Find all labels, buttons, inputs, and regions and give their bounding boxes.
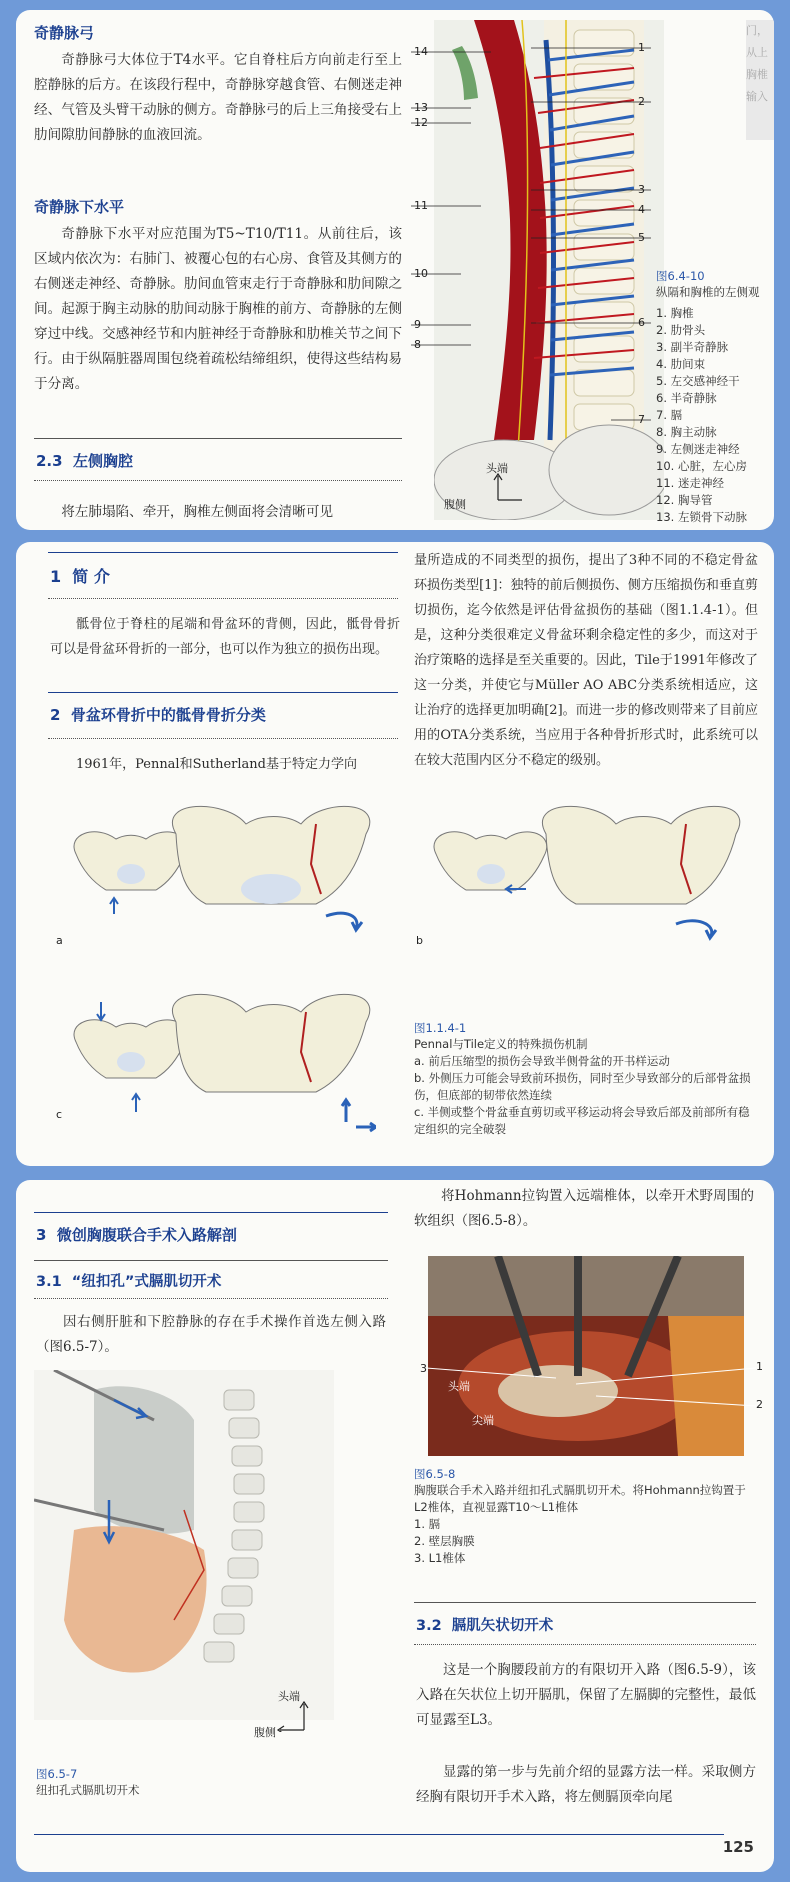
photo-orientation-head: 头端 (448, 1380, 470, 1393)
figure-caption (414, 1020, 758, 1138)
subsection-heading-sagittal (416, 1614, 553, 1635)
legend-item: 5. 左交感神经干 (656, 374, 740, 388)
callout-13: 13 (414, 101, 428, 114)
section-dotted-rule (34, 1298, 388, 1299)
page-number: 125 (722, 1838, 754, 1856)
page-panel-azygos (16, 10, 774, 530)
section-title: 骨盆环骨折中的骶骨骨折分类 (70, 706, 266, 724)
figure-caption-text: 纽扣孔式膈肌切开术 (36, 1783, 140, 1797)
section-rule (34, 1260, 388, 1261)
orientation-arrows (486, 472, 526, 502)
leader-lines (411, 20, 671, 520)
figure-caption-text: 胸腹联合手术入路并纽扣孔式膈肌切开术。将Hohmann拉钩置于L2椎体，直视显露T10～L1椎体 (414, 1483, 746, 1514)
callout-14: 14 (414, 45, 428, 58)
section-body-infra-azygos: 奇静脉下水平对应范围为T5~T10/T11。从前往后，该区域内依次为：右肺门、被覆心包的右心房、食管及其侧方的右侧迷走神经、奇静脉。肋间血管束走行于奇静脉和肋间隙之间。起源于胸主动脉的肋间动脉于胸椎的前方、奇静脉的左侧穿过中线。交感神经节和内脏神经于奇静脉和肋椎关节之间下行。由于纵隔脏器周围包绕着疏松结缔组织，使得这些结构易于分离。 (34, 226, 402, 392)
legend-item: 6. 半奇静脉 (656, 391, 717, 405)
photo-callout-1: 1 (756, 1360, 763, 1373)
section-rule (48, 692, 398, 693)
section-body-intro: 骶骨位于脊柱的尾端和骨盆环的背侧，因此，骶骨骨折可以是骨盆环骨折的一部分，也可以作为独立的损伤出现。 (50, 617, 400, 657)
subsection-number: 3.2 (416, 1618, 442, 1634)
section-dotted-rule (48, 598, 398, 599)
section-heading-infra-azygos: 奇静脉下水平 (34, 198, 125, 216)
callout-4: 4 (638, 203, 645, 216)
legend-item: 9. 左侧迷走神经 (656, 442, 740, 456)
figure-number: 图6.5-8 (414, 1467, 456, 1481)
subsection-body-buttonhole: 因右侧肝脏和下腔静脉的存在手术操作首选左侧入路（图6.5-7）。 (36, 1314, 386, 1355)
section-dotted-rule (34, 480, 402, 481)
caption-item: a. 前后压缩型的损伤会导致半侧骨盆的开书样运动 (414, 1054, 670, 1068)
edge-text: 门，从上 (746, 24, 768, 59)
orientation-arrows (276, 1700, 316, 1732)
legend-item: 1. 膈 (414, 1517, 441, 1531)
footer-rule (34, 1834, 724, 1835)
subsection-heading-buttonhole (36, 1270, 221, 1291)
page-panel-sacral (16, 542, 774, 1166)
figure-legend (656, 268, 772, 526)
callout-11: 11 (414, 199, 428, 212)
right-column-body: 量所造成的不同类型的损伤，提出了3种不同的不稳定骨盆环损伤类型[1]：独特的前后侧损伤、侧方压缩损伤和垂直剪切损伤，迄今依然是评估骨盆损伤的基础（图1.1.4-1）。但是，这种分类很难定义骨盆环剩余稳定性的多少，而这对于治疗策略的选择是至关重要的。因此，Tile于1991年修改了这一分类，并使它与Müller AO ABC分类系统相适应，这让治疗的选择更加明确[2]。而进一步的修改则带来了目前应用的OTA分类系统，当应用于各种骨折形式时，此系统可以在较大范围内区分不稳定的级别。 (414, 553, 758, 768)
photo-leader-lines (416, 1256, 766, 1456)
section-body-classification: 1961年，Pennal和Sutherland基于特定力学向 (76, 757, 357, 772)
section-dotted-rule (48, 738, 398, 739)
section-body-left-thorax: 将左肺塌陷、牵开，胸椎左侧面将会清晰可见 (61, 504, 334, 520)
subsection-body-sagittal-2: 显露的第一步与先前介绍的显露方法一样。采取侧方经胸有限切开手术入路，将左侧膈顶牵向尾 (416, 1764, 756, 1805)
callout-5: 5 (638, 231, 645, 244)
orientation-head-label: 头端 (278, 1690, 300, 1703)
figure-caption-6-5-8 (414, 1466, 756, 1567)
section-dotted-rule (414, 1644, 756, 1645)
callout-3: 3 (638, 183, 645, 196)
legend-item: 2. 壁层胸膜 (414, 1534, 475, 1548)
callout-9: 9 (414, 318, 421, 331)
pelvis-illustration-b (416, 804, 746, 954)
callout-10: 10 (414, 267, 428, 280)
facing-page-edge (746, 20, 774, 140)
legend-item: 8. 胸主动脉 (656, 425, 717, 439)
section-rule (414, 1602, 756, 1603)
section-number: 2.3 (36, 452, 63, 470)
photo-callout-2: 2 (756, 1398, 763, 1411)
section-title: 微创胸腹联合手术入路解剖 (56, 1226, 237, 1244)
subsection-number: 3.1 (36, 1274, 62, 1290)
section-number: 1 (50, 567, 62, 586)
edge-text: 胸椎 (746, 68, 768, 81)
legend-item: 1. 胸椎 (656, 306, 694, 320)
figure-number: 图6.5-7 (36, 1767, 78, 1781)
figure-caption-6-5-7 (36, 1766, 336, 1799)
legend-item: 11. 迷走神经 (656, 476, 724, 490)
subsection-title: “纽扣孔”式膈肌切开术 (71, 1274, 222, 1290)
section-heading-approach (36, 1224, 237, 1245)
photo-orientation-tail: 尖端 (472, 1414, 494, 1427)
legend-item: 10. 心脏，左心房 (656, 459, 747, 473)
figure-subtitle: Pennal与Tile定义的特殊损伤机制 (414, 1037, 588, 1051)
subsection-body-sagittal-1: 这是一个胸腰段前方的有限切开入路（图6.5-9），该入路在矢状位上切开膈肌，保留了左膈脚的完整性，最低可显露至L3。 (416, 1662, 756, 1728)
callout-12: 12 (414, 116, 428, 129)
section-heading-azygos-arch: 奇静脉弓 (34, 24, 95, 42)
section-heading-classification (50, 704, 266, 725)
legend-item: 7. 膈 (656, 408, 683, 422)
callout-8: 8 (414, 338, 421, 351)
subsection-title: 膈肌矢状切开术 (451, 1618, 554, 1634)
callout-6: 6 (638, 316, 645, 329)
section-rule (48, 552, 398, 553)
section-rule (34, 438, 402, 439)
right-column-intro: 将Hohmann拉钩置入远端椎体，以牵开术野周围的软组织（图6.5-8）。 (414, 1188, 754, 1229)
figure-number: 图1.1.4-1 (414, 1021, 467, 1035)
pelvis-illustration-c (56, 982, 376, 1142)
orientation-ventral-label: 腹侧 (444, 498, 466, 511)
callout-7: 7 (638, 413, 645, 426)
figure-panel-label-a: a (56, 934, 63, 947)
callout-2: 2 (638, 95, 645, 108)
section-body-azygos-arch: 奇静脉弓大体位于T4水平。它自脊柱后方向前走行至上腔静脉的后方。在该段行程中，奇静脉穿越食管、右侧迷走神经、气管及头臂干动脉的侧方。奇静脉弓的后上三角接受右上肋间隙肋间静脉的血液回流。 (34, 52, 402, 143)
figure-subtitle: 纵隔和胸椎的左侧观 (656, 285, 760, 299)
edge-text: 输入 (746, 90, 768, 103)
figure-panel-label-b: b (416, 934, 423, 947)
section-heading-intro (50, 564, 110, 587)
page-panel-thoracoabdominal (16, 1180, 774, 1872)
diaphragm-approach-illustration (34, 1370, 334, 1720)
photo-callout-3: 3 (420, 1362, 427, 1375)
legend-item: 3. L1椎体 (414, 1551, 466, 1565)
section-title: 简 介 (72, 567, 110, 586)
legend-item: 2. 肋骨头 (656, 323, 706, 337)
section-rule (34, 1212, 388, 1213)
legend-item: 13. 左锁骨下动脉 (656, 510, 747, 524)
figure-number: 图6.4-10 (656, 269, 705, 283)
legend-item: 4. 肋间束 (656, 357, 706, 371)
callout-1: 1 (638, 41, 645, 54)
orientation-head-label: 头端 (486, 462, 508, 475)
section-heading-left-thorax (36, 450, 133, 471)
section-number: 2 (50, 706, 61, 724)
caption-item: b. 外侧压力可能会导致前环损伤，同时至少导致部分的后部骨盆损伤，但底部的韧带依然连续 (414, 1071, 751, 1102)
legend-item: 12. 胸导管 (656, 493, 713, 507)
orientation-ventral-label: 腹侧 (254, 1726, 276, 1739)
section-number: 3 (36, 1226, 47, 1244)
legend-item: 3. 副半奇静脉 (656, 340, 729, 354)
section-title: 左侧胸腔 (73, 452, 134, 470)
pelvis-illustration-a (56, 804, 376, 954)
figure-panel-label-c: c (56, 1108, 63, 1121)
caption-item: c. 半侧或整个骨盆垂直剪切或平移运动将会导致后部及前部所有稳定组织的完全破裂 (414, 1105, 750, 1136)
